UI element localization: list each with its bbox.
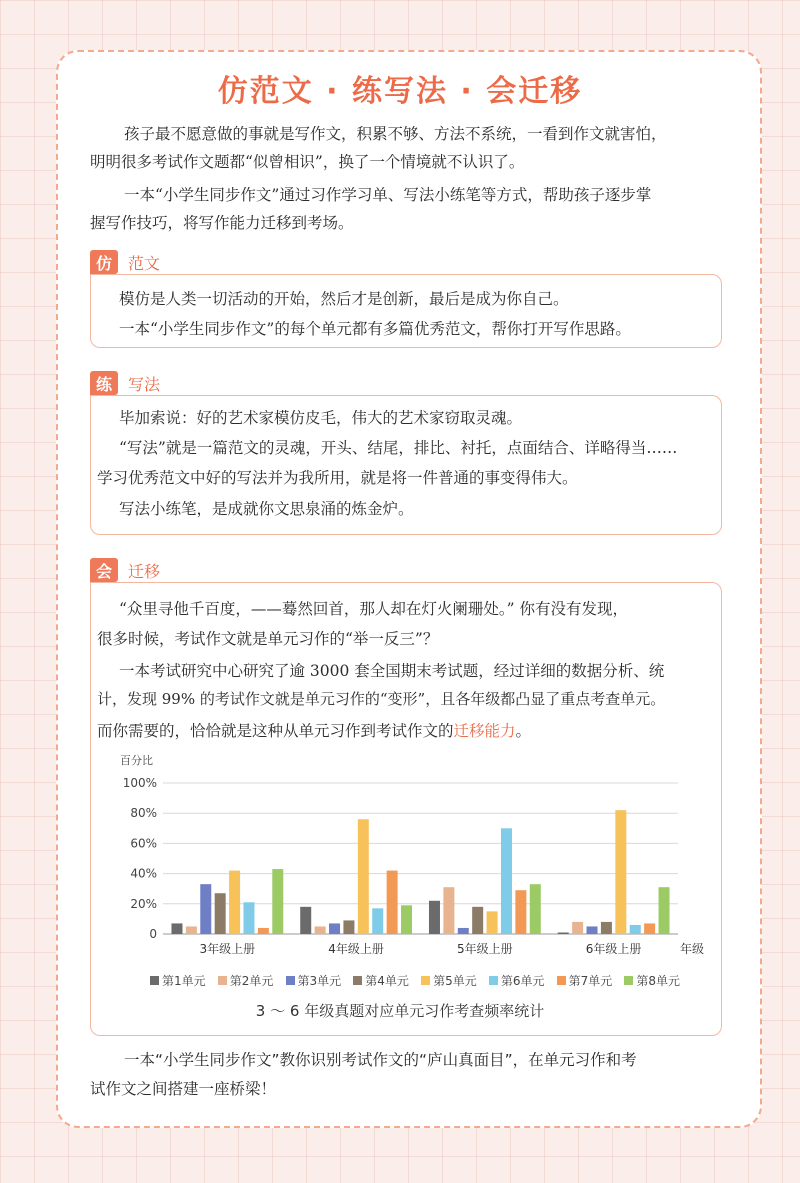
bar xyxy=(458,928,469,934)
legend-swatch xyxy=(489,976,498,985)
legend-label: 第6单元 xyxy=(500,974,545,988)
legend-swatch xyxy=(150,976,159,985)
bar xyxy=(601,922,612,934)
legend-swatch xyxy=(421,976,430,985)
bar xyxy=(243,902,254,934)
legend-item xyxy=(218,972,274,989)
legend-swatch xyxy=(286,976,295,985)
lian-line-2: “写法”就是一篇范文的灵魂，开头、结尾，排比、衬托，点面结合、详略得当…… xyxy=(119,439,678,457)
section-fang-badge: 仿 xyxy=(90,250,118,274)
intro-line-3: 一本“小学生同步作文”通过习作学习单、写法小练笔等方式，帮助孩子逐步掌 xyxy=(124,186,652,204)
legend-item xyxy=(421,972,477,989)
chart-caption: 3 ～ 6 年级真题对应单元习作考查频率统计 xyxy=(255,1002,545,1020)
bar xyxy=(387,871,398,934)
section-hui-header xyxy=(90,558,160,582)
fang-line-1: 模仿是人类一切活动的开始，然后才是创新，最后是成为你自己。 xyxy=(119,290,569,308)
bar xyxy=(659,887,670,934)
bar xyxy=(186,926,197,934)
section-lian-header xyxy=(90,371,160,395)
section-hui-label: 迁移 xyxy=(128,561,161,581)
hui-line-5 xyxy=(97,719,531,741)
legend-label: 第2单元 xyxy=(229,974,274,988)
lian-line-4: 写法小练笔，是成就你文思泉涌的炼金炉。 xyxy=(119,500,414,518)
bar xyxy=(487,911,498,934)
section-lian-box xyxy=(90,395,722,535)
bar xyxy=(343,920,354,934)
legend-item xyxy=(489,972,545,989)
intro-line-2: 明明很多考试作文题都“似曾相识”，换了一个情境就不认识了。 xyxy=(90,153,525,171)
chart-legend xyxy=(150,972,680,989)
x-tick-label: 3年级上册 xyxy=(199,942,256,956)
bar xyxy=(315,926,326,934)
lian-line-1: 毕加索说：好的艺术家模仿皮毛，伟大的艺术家窃取灵魂。 xyxy=(119,409,523,427)
legend-label: 第8单元 xyxy=(636,974,680,988)
legend-swatch xyxy=(353,976,362,985)
footer-line-1: 一本“小学生同步作文”教你识别考试作文的“庐山真面目”，在单元习作和考 xyxy=(124,1051,637,1069)
bar xyxy=(358,819,369,934)
legend-item xyxy=(353,972,409,989)
x-tick-label: 5年级上册 xyxy=(457,942,513,956)
bar xyxy=(515,890,526,934)
footer-text xyxy=(90,1046,730,1104)
section-hui-badge: 会 xyxy=(90,558,118,582)
y-tick-label: 40% xyxy=(130,866,157,881)
bar-chart xyxy=(108,748,708,998)
bar xyxy=(329,923,340,934)
bar xyxy=(587,926,598,934)
page-title: 仿范文 · 练写法 · 会迁移 xyxy=(217,74,583,109)
hui-line-1: “众里寻他千百度，——蓦然回首，那人却在灯火阑珊处。” 你有没有发现， xyxy=(119,600,629,618)
y-tick-label: 100% xyxy=(122,776,157,790)
bar xyxy=(171,923,182,934)
lian-line-3: 学习优秀范文中好的写法并为我所用，就是将一件普通的事变得伟大。 xyxy=(97,469,578,487)
bar xyxy=(372,908,383,934)
bar xyxy=(401,905,412,934)
legend-swatch xyxy=(557,976,566,985)
hui-line-2: 很多时候，考试作文就是单元习作的“举一反三”？ xyxy=(97,630,439,648)
bar xyxy=(572,922,583,934)
legend-item xyxy=(286,972,342,989)
y-axis-label: 百分比 xyxy=(120,754,153,767)
legend-label: 第1单元 xyxy=(162,974,206,988)
x-tick-label: 4年级上册 xyxy=(328,942,384,956)
legend-label: 第4单元 xyxy=(365,974,409,988)
section-lian-label: 写法 xyxy=(128,374,161,394)
footer-line-2: 试作文之间搭建一座桥梁！ xyxy=(90,1080,277,1098)
legend-label: 第3单元 xyxy=(297,974,342,988)
section-fang-header xyxy=(90,250,160,274)
bar xyxy=(300,907,311,934)
y-tick-label: 20% xyxy=(130,896,157,911)
legend-item xyxy=(150,972,206,989)
intro-line-4: 握写作技巧，将写作能力迁移到考场。 xyxy=(90,214,354,232)
y-tick-label: 60% xyxy=(130,836,157,851)
legend-swatch xyxy=(624,976,633,985)
bar xyxy=(272,869,283,934)
highlight-transfer-ability: 迁移能力 xyxy=(453,722,516,740)
legend-item xyxy=(624,972,680,989)
bar xyxy=(429,901,440,934)
bar xyxy=(258,928,269,934)
bar xyxy=(215,893,226,934)
bar xyxy=(530,884,541,934)
hui-line-3: 一本考试研究中心研究了逾 3000 套全国期末考试题，经过详细的数据分析、统 xyxy=(119,662,665,680)
bar xyxy=(472,907,483,934)
bar xyxy=(630,925,641,934)
hui-line-5-text: 而你需要的，恰恰就是这种从单元习作到考试作文的 xyxy=(97,722,454,740)
bar xyxy=(615,810,626,934)
legend-label: 第7单元 xyxy=(568,974,613,988)
legend-item xyxy=(557,972,613,989)
section-fang-box xyxy=(90,274,722,348)
section-fang-label: 范文 xyxy=(128,253,161,273)
section-lian-badge: 练 xyxy=(90,371,118,395)
hui-line-4: 计，发现 99% 的考试作文就是单元习作的“变形”，且各年级都凸显了重点考查单元。 xyxy=(97,690,666,708)
intro-line-1: 孩子最不愿意做的事就是写作文，积累不够、方法不系统，一看到作文就害怕， xyxy=(124,125,667,143)
y-tick-label: 80% xyxy=(130,806,157,821)
legend-swatch xyxy=(218,976,227,985)
bar xyxy=(501,828,512,934)
x-tick-label: 6年级上册 xyxy=(585,942,642,956)
legend-label: 第5单元 xyxy=(433,974,477,988)
bar xyxy=(443,887,454,934)
bar xyxy=(558,932,569,934)
x-axis-label: 年级 xyxy=(680,942,705,956)
bar xyxy=(644,923,655,934)
y-tick-label: 0 xyxy=(149,927,157,941)
bar xyxy=(229,871,240,934)
bar xyxy=(200,884,211,934)
hui-line-5-end: 。 xyxy=(515,722,532,740)
fang-line-2: 一本“小学生同步作文”的每个单元都有多篇优秀范文，帮你打开写作思路。 xyxy=(119,320,631,338)
